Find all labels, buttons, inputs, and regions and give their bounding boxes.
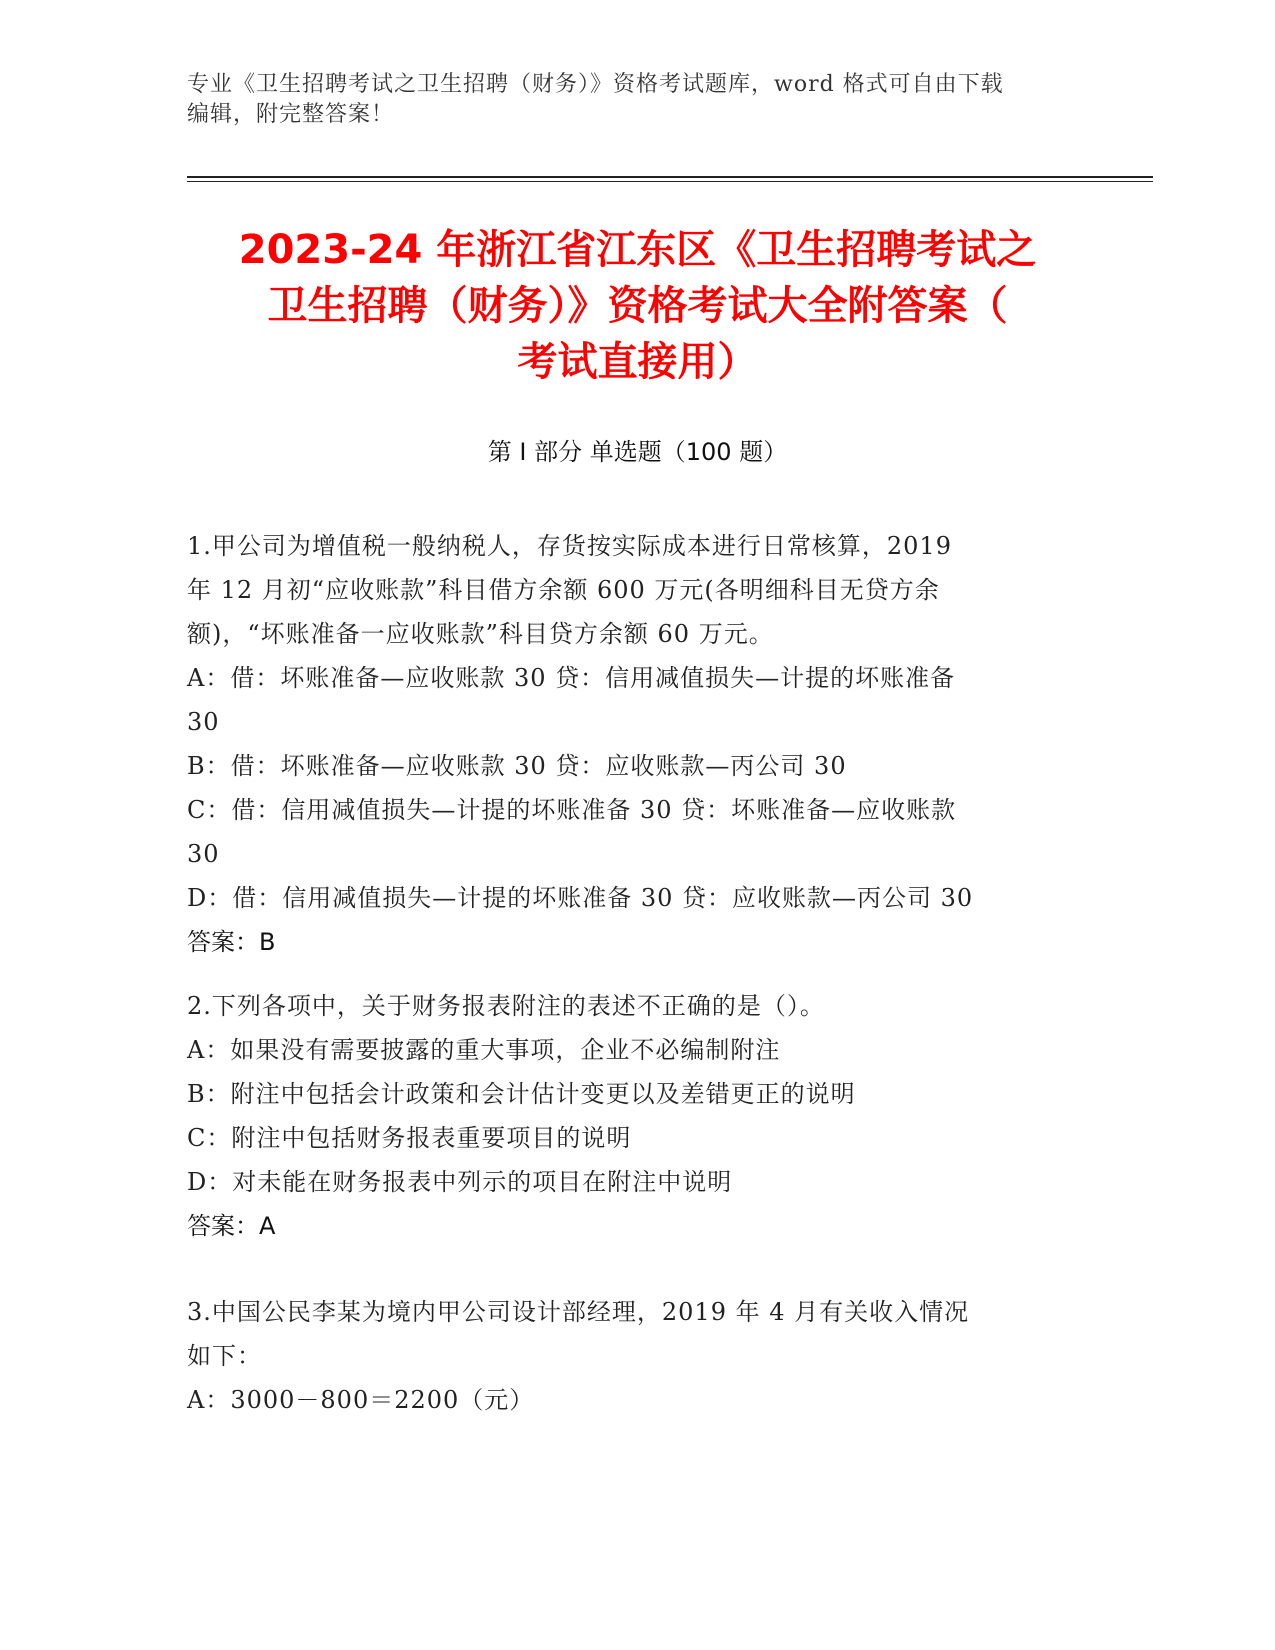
answer-line: 答案：B bbox=[187, 928, 276, 956]
option-d: D：对未能在财务报表中列示的项目在附注中说明 bbox=[187, 1168, 733, 1196]
question-block bbox=[187, 524, 1067, 964]
header-note-line: 专业《卫生招聘考试之卫生招聘（财务）》资格考试题库，word 格式可自由下载 bbox=[187, 72, 1004, 97]
question-stem-line: 1.甲公司为增值税一般纳税人，存货按实际成本进行日常核算，2019 bbox=[187, 532, 952, 560]
answer-line: 答案：A bbox=[187, 1212, 276, 1240]
option-a: A：3000－800＝2200（元） bbox=[187, 1386, 535, 1414]
option-b: B：附注中包括会计政策和会计估计变更以及差错更正的说明 bbox=[187, 1080, 856, 1108]
option-b: B：借：坏账准备—应收账款 30 贷：应收账款—丙公司 30 bbox=[187, 752, 847, 780]
option-c-continued: 30 bbox=[187, 840, 220, 868]
header-note-line: 编辑，附完整答案！ bbox=[187, 102, 395, 127]
question-stem-line: 年 12 月初“应收账款”科目借方余额 600 万元(各明细科目无贷方余 bbox=[187, 576, 940, 604]
question-stem-line: 如下： bbox=[187, 1342, 262, 1370]
option-d: D：借：信用减值损失—计提的坏账准备 30 贷：应收账款—丙公司 30 bbox=[187, 884, 974, 912]
header-note bbox=[187, 70, 1067, 130]
question-stem-line: 2.下列各项中，关于财务报表附注的表述不正确的是（）。 bbox=[187, 992, 825, 1020]
title-line: 2023-24 年浙江省江东区《卫生招聘考试之 bbox=[238, 227, 1037, 273]
header-divider bbox=[187, 176, 1153, 178]
title-line: 考试直接用） bbox=[517, 339, 758, 385]
option-a-continued: 30 bbox=[187, 708, 220, 736]
option-c: C：借：信用减值损失—计提的坏账准备 30 贷：坏账准备—应收账款 bbox=[187, 796, 957, 824]
question-stem-line: 3.中国公民李某为境内甲公司设计部经理，2019 年 4 月有关收入情况 bbox=[187, 1298, 970, 1326]
option-a: A：借：坏账准备—应收账款 30 贷：信用减值损失—计提的坏账准备 bbox=[187, 664, 956, 692]
option-a: A：如果没有需要披露的重大事项，企业不必编制附注 bbox=[187, 1036, 781, 1064]
title-line: 卫生招聘（财务）》资格考试大全附答案（ bbox=[267, 283, 1008, 329]
question-block bbox=[187, 984, 1067, 1248]
section-heading: 第 I 部分 单选题（100 题） bbox=[487, 438, 788, 466]
question-stem-line: 额)，“坏账准备一应收账款”科目贷方余额 60 万元。 bbox=[187, 620, 774, 648]
header-divider bbox=[187, 181, 1153, 182]
document-title bbox=[180, 222, 1095, 390]
question-block bbox=[187, 1290, 1067, 1422]
option-c: C：附注中包括财务报表重要项目的说明 bbox=[187, 1124, 632, 1152]
